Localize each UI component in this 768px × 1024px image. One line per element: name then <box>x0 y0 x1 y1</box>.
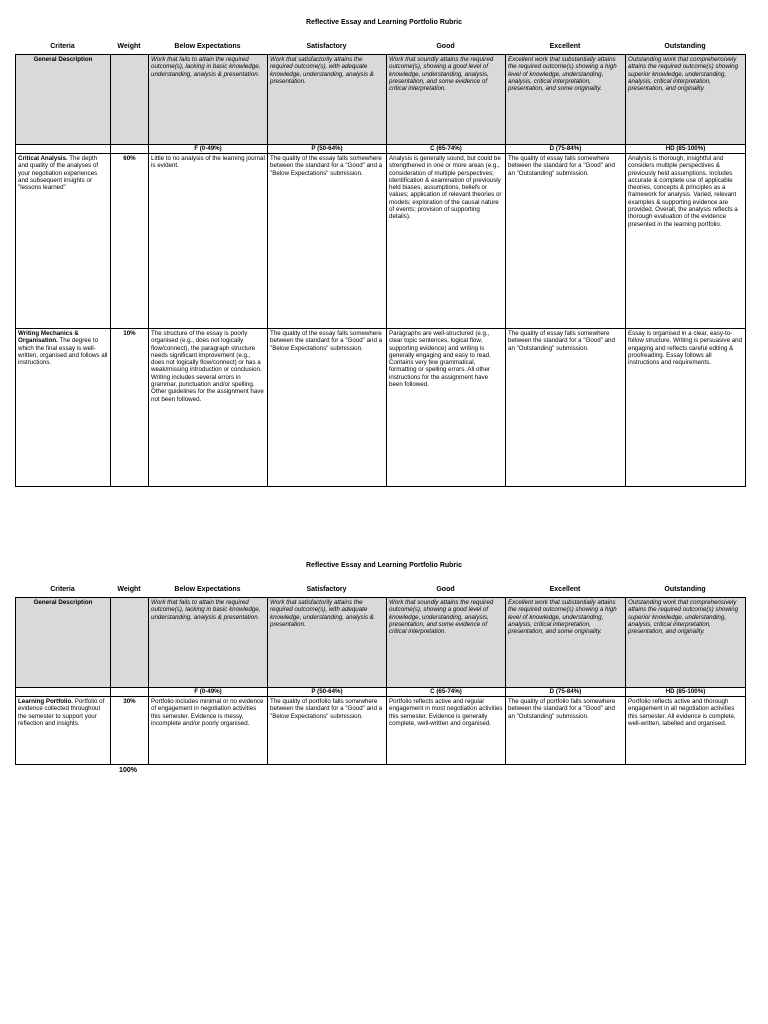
general-description-row <box>16 55 746 145</box>
cell-satisfactory: The quality of the essay falls somewhere between the standard for a "Good" and a "Below Expectations" submission. <box>268 329 387 487</box>
header-below-expectations: Below Expectations <box>174 43 241 50</box>
criterion-desc: The depth and quality of the analyses of your negotiation experiences and subsequent insights or "lessons learned" <box>18 155 99 192</box>
cell-excellent: The quality of portfolio falls somewhere between the standard for a "Good" and an "Outstanding" submission. <box>506 697 626 765</box>
cell-satisfactory: The quality of the essay falls somewhere between the standard for a "Good" and a "Below Expectations" submission. <box>268 154 387 329</box>
cell-good: Paragraphs are well-structured (e.g., clear topic sentences, logical flow, supporting evidence) and writing is generally engaging and easy to read. Contains very few grammatical, formatting or spelling errors. All other instructions for the assignment have been followed. <box>387 329 506 487</box>
criterion-weight: 30% <box>111 697 149 765</box>
header-good: Good <box>436 43 455 50</box>
general-satisfactory: Work that satisfactorily attains the required outcome(s), with adequate knowledge, understanding, analysis & presentation. <box>268 598 387 688</box>
header-satisfactory: Satisfactory <box>306 43 347 50</box>
general-below: Work that fails to attain the required outcome(s), lacking in basic knowledge, understanding, analysis & presentation. <box>149 598 268 688</box>
grade-empty <box>16 145 111 154</box>
general-outstanding: Outstanding work that comprehensively attains the required outcome(s) showing superior knowledge, understanding, analysis, critical interpretation, presentation, and originality. <box>626 55 746 145</box>
header-satisfactory: Satisfactory <box>306 586 347 593</box>
general-satisfactory: Work that satisfactorily attains the required outcome(s), with adequate knowledge, understanding, analysis & presentation. <box>268 55 387 145</box>
general-below: Work that fails to attain the required outcome(s), lacking in basic knowledge, understanding, analysis & presentation. <box>149 55 268 145</box>
general-description-label: General Description <box>16 598 111 688</box>
general-outstanding: Outstanding work that comprehensively attains the required outcome(s) showing superior knowledge, understanding, analysis, critical interpretation, presentation, and originality. <box>626 598 746 688</box>
cell-outstanding: Portfolio reflects active and thorough engagement in all negotiation activities this semester. All evidence is complete, well-written, labelled and organised. <box>626 697 746 765</box>
header-excellent: Excellent <box>549 586 581 593</box>
criterion-critical-analysis <box>16 154 111 329</box>
general-excellent: Excellent work that substantially attains the required outcome(s) showing a high level of knowledge, understanding, analysis, critical interpretation, presentation, and some originality. <box>506 55 626 145</box>
cell-good: Analysis is generally sound, but could be strengthened in one or more areas (e.g., consideration of multiple perspectives; identification & examination of previously held biases, assumptions, beliefs or values; application of relevant theories or models; exploration of the causal nature of events; provision of supporting details). <box>387 154 506 329</box>
criterion-weight: 60% <box>111 154 149 329</box>
grade-band-row <box>16 688 746 697</box>
header-below-expectations: Below Expectations <box>174 586 241 593</box>
criterion-title: Writing Mechanics & Organisation. <box>18 330 79 345</box>
header-criteria: Criteria <box>50 586 75 593</box>
grade-empty <box>111 688 149 697</box>
rubric-table-page-1 <box>15 54 746 487</box>
grade-f: F (0-49%) <box>149 145 268 154</box>
header-criteria: Criteria <box>50 43 75 50</box>
general-good: Work that soundly attains the required outcome(s), showing a good level of knowledge, understanding, analysis, presentation, and some evidence of critical interpretation. <box>387 598 506 688</box>
general-weight-empty <box>111 55 149 145</box>
page-title: Reflective Essay and Learning Portfolio Rubric <box>306 562 462 569</box>
grade-empty <box>16 688 111 697</box>
header-weight: Weight <box>117 43 141 50</box>
grade-c: C (65-74%) <box>387 688 506 697</box>
cell-outstanding: Essay is organised in a clear, easy-to-follow structure. Writing is persuasive and engaging and reflects careful editing & proofreading. Essay follows all instructions and requirements. <box>626 329 746 487</box>
table-row <box>16 329 746 487</box>
cell-below: Little to no analysis of the learning journal is evident. <box>149 154 268 329</box>
header-excellent: Excellent <box>549 43 581 50</box>
criterion-title: Learning Portfolio. <box>18 698 73 705</box>
criterion-weight: 10% <box>111 329 149 487</box>
cell-satisfactory: The quality of portfolio falls somewhere between the standard for a "Good" and a "Below Expectations" submission. <box>268 697 387 765</box>
cell-excellent: The quality of essay falls somewhere between the standard for a "Good" and an "Outstanding" submission. <box>506 329 626 487</box>
table-row <box>16 154 746 329</box>
grade-hd: HD (85-100%) <box>626 145 746 154</box>
general-description-row <box>16 598 746 688</box>
header-weight: Weight <box>117 586 141 593</box>
cell-good: Portfolio reflects active and regular engagement in most negotiation activities this semester. Evidence is generally complete, well-written and organised. <box>387 697 506 765</box>
criterion-learning-portfolio <box>16 697 111 765</box>
grade-p: P (50-64%) <box>268 688 387 697</box>
grade-d: D (75-84%) <box>506 688 626 697</box>
criterion-writing-mechanics <box>16 329 111 487</box>
grade-f: F (0-49%) <box>149 688 268 697</box>
grade-p: P (50-64%) <box>268 145 387 154</box>
header-outstanding: Outstanding <box>664 586 706 593</box>
table-row <box>16 697 746 765</box>
grade-empty <box>111 145 149 154</box>
grade-d: D (75-84%) <box>506 145 626 154</box>
grade-hd: HD (85-100%) <box>626 688 746 697</box>
cell-below: Portfolio includes minimal or no evidence of engagement in negotiation activities this semester. Evidence is messy, incomplete and/or poorly organised. <box>149 697 268 765</box>
header-good: Good <box>436 586 455 593</box>
general-good: Work that soundly attains the required outcome(s), showing a good level of knowledge, understanding, analysis, presentation, and some evidence of critical interpretation. <box>387 55 506 145</box>
header-outstanding: Outstanding <box>664 43 706 50</box>
cell-excellent: The quality of essay falls somewhere between the standard for a "Good" and an "Outstanding" submission. <box>506 154 626 329</box>
page-title: Reflective Essay and Learning Portfolio Rubric <box>306 19 462 26</box>
rubric-table-page-2 <box>15 597 746 765</box>
criterion-desc: Portfolio of evidence collected throughout the semester to support your reflection and insights. <box>18 698 105 727</box>
cell-below: The structure of the essay is poorly organised (e.g., does not logically flow/connect), the paragraph structure needs significant improvement (e.g., does not logically flow/connect) or has a weak/missing introduction or conclusion. Writing includes several errors in grammar, punctuation and/or spelling. Other guidelines for the assignment have not been followed. <box>149 329 268 487</box>
criterion-desc: The degree to which the final essay is well-written, organised and follows all instructions. <box>18 337 108 367</box>
general-excellent: Excellent work that substantially attains the required outcome(s) showing a high level of knowledge, understanding, analysis, critical interpretation, presentation, and some originality. <box>506 598 626 688</box>
grade-band-row <box>16 145 746 154</box>
general-description-label: General Description <box>16 55 111 145</box>
grade-c: C (65-74%) <box>387 145 506 154</box>
general-weight-empty <box>111 598 149 688</box>
total-weight: 100% <box>119 767 137 774</box>
cell-outstanding: Analysis is thorough, insightful and considers multiple perspectives & previously held assumptions. Includes accurate & complete use of applicable theories, concepts & principles as a framework for analysis. Varied, relevant examples & supporting evidence are provided. Overall, the analysis reflects a thorough evaluation of the evidence presented in the learning portfolio. <box>626 154 746 329</box>
criterion-title: Critical Analysis. <box>18 155 68 162</box>
